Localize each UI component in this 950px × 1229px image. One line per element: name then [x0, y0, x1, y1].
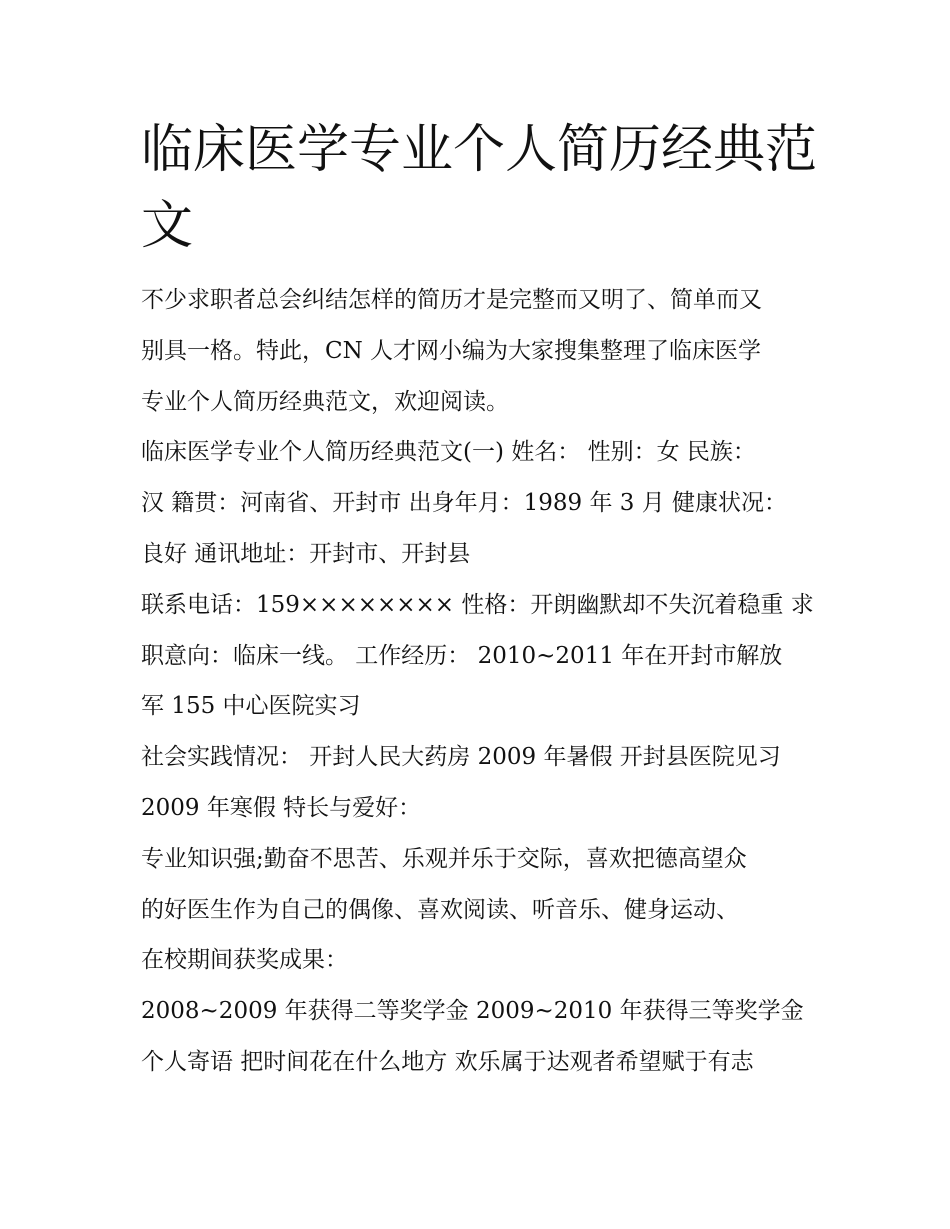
- title-line: 文: [141, 196, 194, 256]
- body-line: 专业知识强;勤奋不思苦、乐观并乐于交际，喜欢把德高望众: [141, 845, 747, 872]
- body-line: 的好医生作为自己的偶像、喜欢阅读、听音乐、健身运动、: [141, 896, 739, 923]
- body-line: 军 155 中心医院实习: [141, 693, 361, 720]
- body-line: 不少求职者总会纠结怎样的简历才是完整而又明了、简单而又: [141, 287, 762, 313]
- body-line: 别具一格。特此，CN 人才网小编为大家搜集整理了临床医学: [141, 337, 762, 364]
- body-line: 社会实践情况： 开封人民大药房 2009 年暑假 开封县医院见习: [141, 744, 781, 771]
- body-line: 联系电话：159×××××××× 性格：开朗幽默却不失沉着稳重 求: [141, 591, 814, 618]
- body-line: 在校期间获奖成果：: [141, 947, 348, 974]
- body-line: 专业个人简历经典范文，欢迎阅读。: [141, 388, 509, 415]
- body-line: 个人寄语 把时间花在什么地方 欢乐属于达观者希望赋于有志: [141, 1048, 754, 1075]
- body-line: 临床医学专业个人简历经典范文(一) 姓名： 性别：女 民族：: [141, 439, 756, 466]
- body-line: 汉 籍贯：河南省、开封市 出身年月：1989 年 3 月 健康状况：: [141, 490, 788, 517]
- body-line: 2008~2009 年获得二等奖学金 2009~2010 年获得三等奖学金: [141, 998, 804, 1025]
- document-body: [141, 275, 821, 1088]
- title-line: 临床医学专业个人简历经典范: [141, 120, 818, 180]
- body-line: 职意向：临床一线。 工作经历： 2010~2011 年在开封市解放: [141, 642, 783, 669]
- document-title: [141, 112, 817, 264]
- body-line: 2009 年寒假 特长与爱好：: [141, 794, 422, 821]
- body-line: 良好 通讯地址：开封市、开封县: [141, 540, 471, 567]
